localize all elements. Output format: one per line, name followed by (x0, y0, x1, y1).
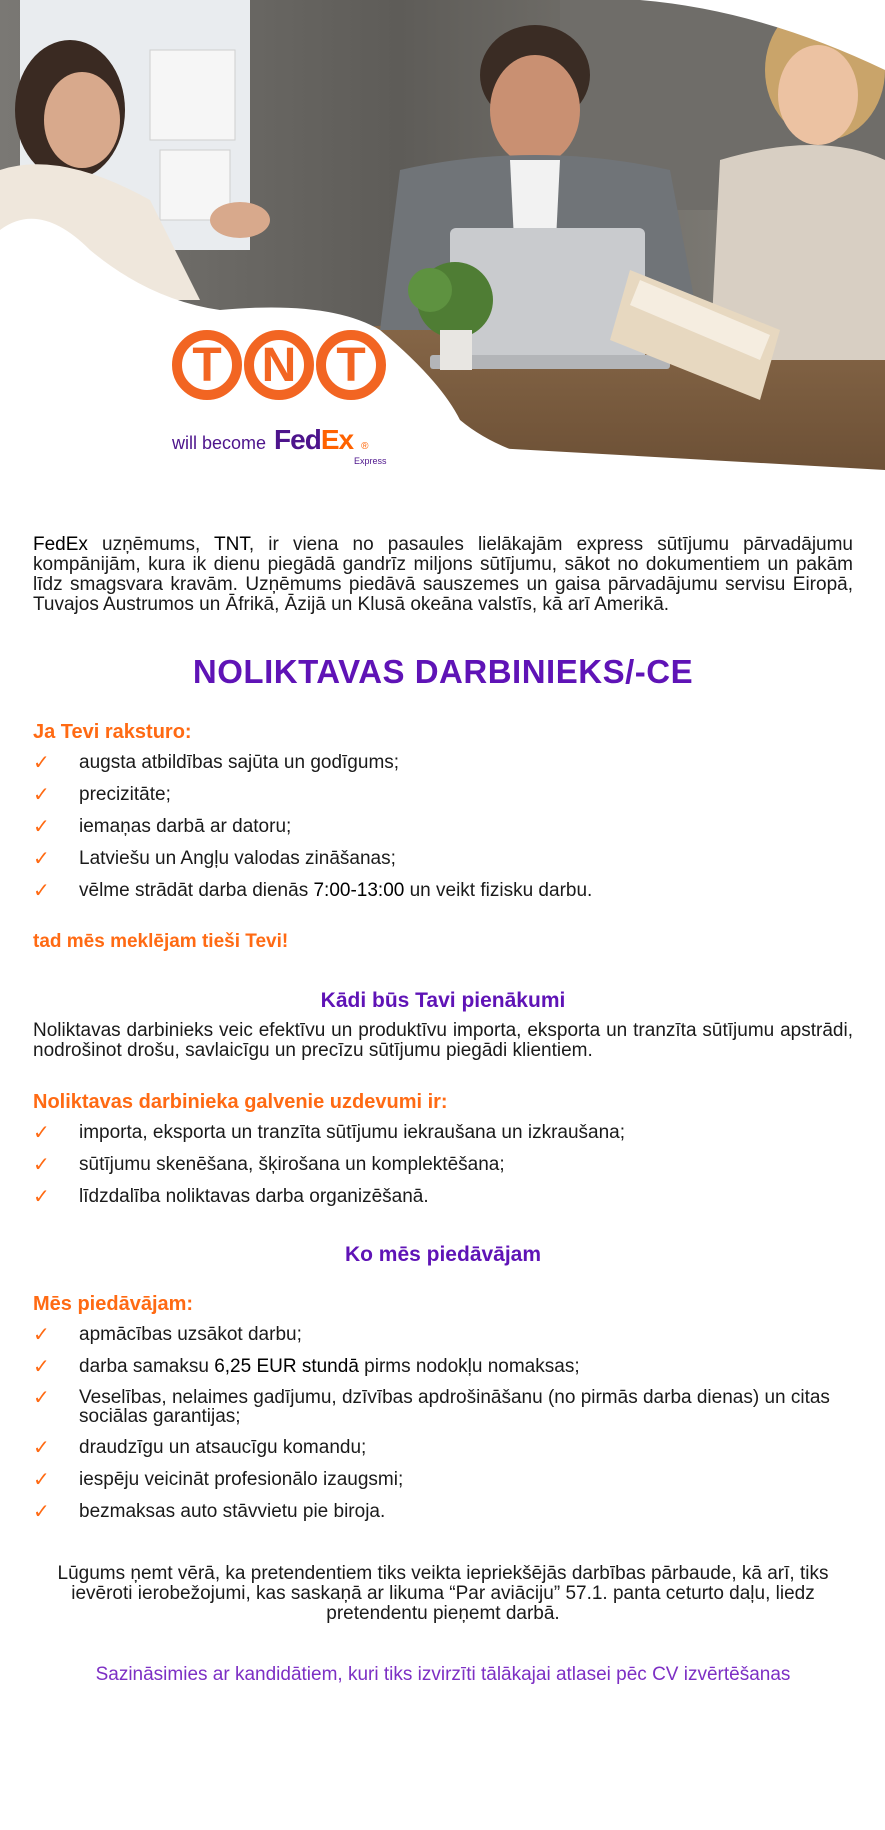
list-item-text: apmācības uzsākot darbu; (79, 1324, 302, 1345)
list-item (33, 1437, 853, 1458)
check-icon: ✓ (33, 1435, 50, 1459)
list-item-text: Veselības, nelaimes gadījumu, dzīvības apdrošināšanu (no pirmās darba dienas) un citas sociālas garantijas; (79, 1387, 830, 1427)
intro-fedex: FedEx (33, 534, 88, 555)
traits-list (33, 752, 853, 901)
list-item (33, 1356, 853, 1377)
check-icon: ✓ (33, 1385, 50, 1409)
offer-heading: Ko mēs piedāvājam (344, 1243, 542, 1266)
list-item (33, 848, 853, 869)
job-posting (33, 535, 853, 1686)
list-item-text: sūtījumu skenēšana, šķirošana un komplektēšana; (79, 1154, 505, 1175)
tasks-list (33, 1122, 853, 1207)
list-item-text: precizitāte; (79, 784, 171, 805)
check-icon: ✓ (33, 1184, 50, 1208)
fedex-logo (274, 424, 353, 456)
looking-for-you: tad mēs meklējam tieši Tevi! (33, 931, 289, 952)
contact-note: Sazināsimies ar kandidātiem, kuri tiks izvirzīti tālākajai atlasei pēc CV izvērtēšanas (95, 1664, 791, 1685)
list-item (33, 1154, 853, 1175)
fedex-tagline (172, 424, 412, 456)
list-item (33, 1469, 853, 1490)
salary-rate: 6,25 EUR stundā (214, 1356, 359, 1377)
intro-part2: , ir viena no pasaules lielākajām express sūtījumu pārvadājumu kompānijām, kura ik dienu piegādā gandrīz miljons sūtījumu, sākot no dokumentiem un pakām līdz smagsvara kravām. Uzņēmums piedāvā sauszemes un gaisa pārvadājumu servisu Eiropā, Tuvajos Austrumos un Āfrikā, Āzijā un Klusā okeāna valstīs, kā arī Amerikā. (33, 534, 854, 615)
list-item-text: importa, eksporta un tranzīta sūtījumu iekraušana un izkraušana; (79, 1122, 626, 1143)
check-icon: ✓ (33, 814, 50, 838)
intro-tnt: TNT (214, 534, 249, 555)
list-item (33, 752, 853, 773)
check-icon: ✓ (33, 750, 50, 774)
list-item-text: iespēju veicināt profesionālo izaugsmi; (79, 1469, 404, 1490)
check-icon: ✓ (33, 878, 50, 902)
intro-part1: uzņēmums, (87, 534, 215, 555)
list-item (33, 1324, 853, 1345)
list-item (33, 1186, 853, 1207)
traits-heading: Ja Tevi raksturo: (33, 721, 192, 743)
company-intro (33, 535, 853, 615)
will-become-text: will become (172, 433, 267, 453)
list-item (33, 880, 853, 901)
check-icon: ✓ (33, 846, 50, 870)
check-icon: ✓ (33, 1354, 50, 1378)
duties-heading: Kādi būs Tavi pienākumi (320, 989, 566, 1012)
list-item (33, 1122, 853, 1143)
list-item-text: vēlme strādāt darba dienās (79, 880, 314, 901)
tnt-letter-t1: T (172, 330, 242, 400)
check-icon: ✓ (33, 1499, 50, 1523)
tnt-letter-t2: T (316, 330, 386, 400)
work-hours: 7:00-13:00 (313, 880, 405, 901)
list-item-text: bezmaksas auto stāvvietu pie biroja. (79, 1501, 386, 1522)
check-icon: ✓ (33, 1120, 50, 1144)
job-title: NOLIKTAVAS DARBINIEKS/-CE (192, 653, 694, 690)
list-item-text: iemaņas darbā ar datoru; (79, 816, 292, 837)
list-item-text: draudzīgu un atsaucīgu komandu; (79, 1437, 367, 1458)
check-icon: ✓ (33, 1152, 50, 1176)
list-item (33, 816, 853, 837)
check-icon: ✓ (33, 1467, 50, 1491)
tnt-fedex-logo (172, 330, 412, 466)
list-item-text: Latviešu un Angļu valodas zināšanas; (79, 848, 396, 869)
list-item-text: līdzdalība noliktavas darba organizēšanā. (79, 1186, 429, 1207)
list-item (33, 784, 853, 805)
list-item-text: un veikt fizisku darbu. (404, 880, 593, 901)
office-photo (0, 0, 885, 485)
tnt-letter-n: N (244, 330, 314, 400)
fedex-express-text: Express (354, 456, 387, 466)
tnt-logo (172, 330, 412, 400)
list-item-text: augsta atbildības sajūta un godīgums; (79, 752, 400, 773)
check-icon: ✓ (33, 1322, 50, 1346)
offer-list (33, 1324, 853, 1522)
duties-text: Noliktavas darbinieks veic efektīvu un produktīvu importa, eksporta un tranzīta sūtījumu apstrādi, nodrošinot drošu, savlaicīgu un precīzu sūtījumu piegādi klientiem. (33, 1020, 853, 1061)
check-icon: ✓ (33, 782, 50, 806)
fedex-ex: Ex (320, 424, 354, 455)
hero-banner (0, 0, 885, 485)
fedex-fed: Fed (274, 424, 321, 455)
offer-subheading: Mēs piedāvājam: (33, 1293, 194, 1315)
list-item-text: darba samaksu (79, 1356, 215, 1377)
list-item-text: pirms nodokļu nomaksas; (358, 1356, 580, 1377)
background-check-notice: Lūgums ņemt vērā, ka pretendentiem tiks veikta iepriekšējās darbības pārbaude, kā arī, tiks ievēroti ierobežojumi, kas saskaņā ar likuma “Par aviāciju” 57.1. panta ceturto daļu, liedz pretendentu pieņemt darbā. (57, 1563, 829, 1624)
list-item (33, 1501, 853, 1522)
tasks-heading: Noliktavas darbinieka galvenie uzdevumi ir: (33, 1091, 448, 1113)
list-item (33, 1385, 853, 1427)
fedex-registered: ® (361, 441, 369, 452)
